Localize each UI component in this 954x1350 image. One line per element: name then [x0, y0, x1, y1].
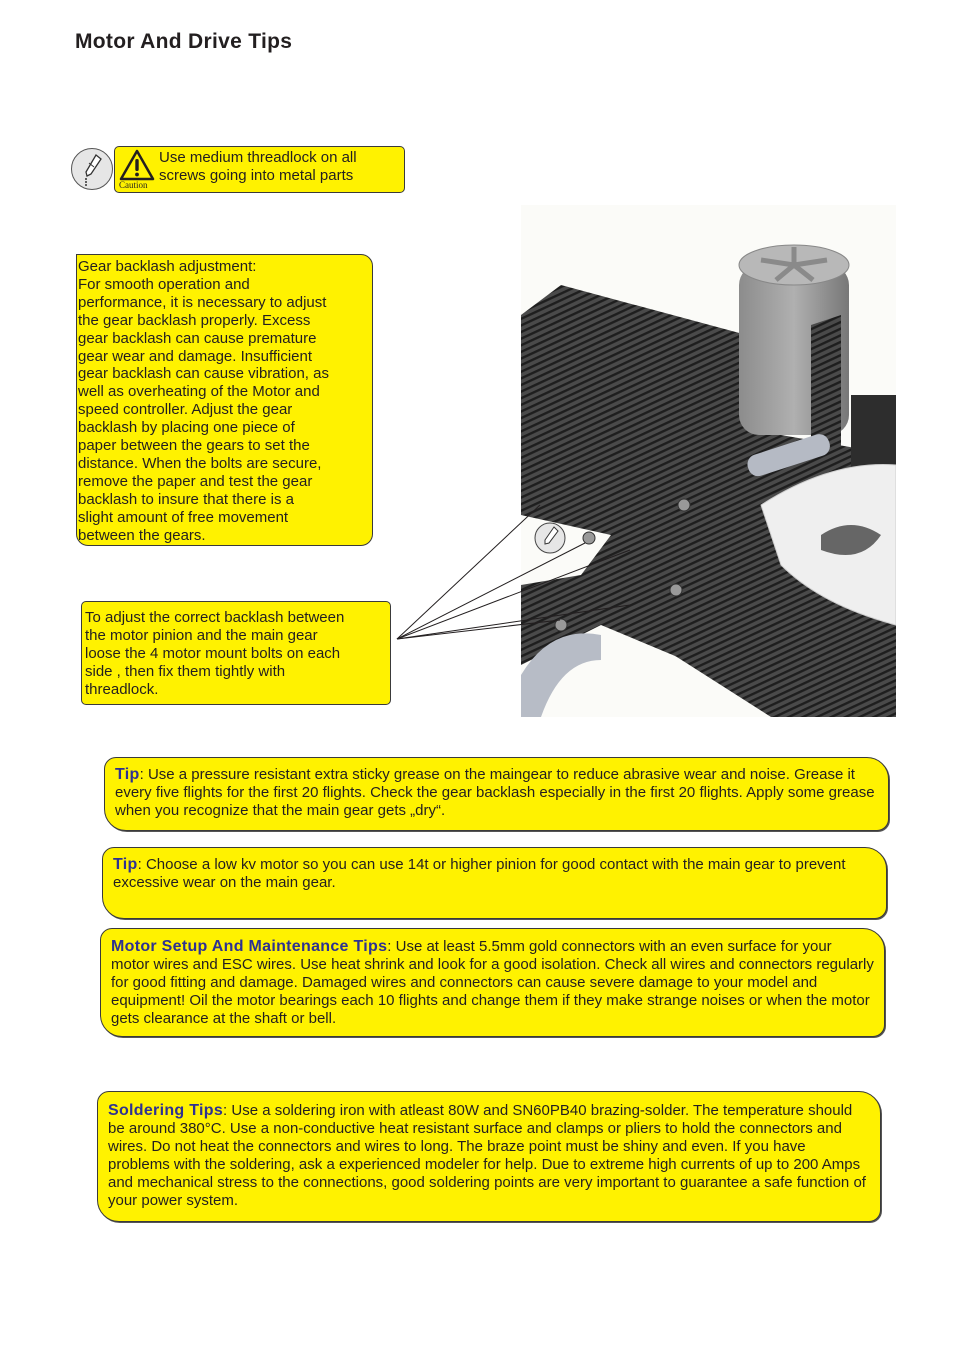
motor-mount-bolts-note	[81, 601, 391, 705]
bolts-line: the motor pinion and the main gear	[85, 626, 318, 644]
tip-text: : Use at least 5.5mm gold connectors with an even surface for your motor wires and ESC wires. Use heat shrink and look for a good isolation. Check all wires and connectors regularly for good fitting and damage. Damaged wires and connectors can cause severe damage to your model and equipment! Oil the motor bearings each 10 flights and change them if they make strange noises or when the motor gets clearance at the shaft or bell.	[111, 938, 874, 1027]
gear-backlash-note	[76, 254, 373, 546]
backlash-line: performance, it is necessary to adjust	[78, 293, 327, 311]
threadlock-bottle-icon	[71, 148, 113, 190]
tip-label: Motor Setup And Maintenance Tips	[111, 938, 388, 955]
backlash-line: well as overheating of the Motor and	[78, 383, 320, 401]
backlash-line: remove the paper and test the gear	[78, 472, 313, 490]
caution-text-line-1: Use medium threadlock on all	[159, 149, 357, 166]
backlash-line: gear backlash can cause vibration, as	[78, 365, 329, 383]
bolts-line: side , then fix them tightly with	[85, 662, 286, 680]
backlash-line: For smooth operation and	[78, 275, 250, 293]
backlash-line: between the gears.	[78, 526, 206, 544]
caution-note	[114, 146, 405, 193]
page-title: Motor And Drive Tips	[75, 30, 293, 53]
caution-label: Caution	[119, 180, 148, 190]
backlash-line: slight amount of free movement	[78, 508, 289, 526]
caution-text-line-2: screws going into metal parts	[159, 167, 354, 184]
tip-label: Tip	[113, 856, 138, 873]
warning-triangle-icon	[119, 149, 155, 181]
bolts-line: threadlock.	[85, 680, 159, 698]
backlash-line: backlash by placing one piece of	[78, 419, 295, 437]
tip-label: Tip	[115, 766, 140, 783]
tip-text: : Choose a low kv motor so you can use 14t or higher pinion for good contact with the main gear to prevent excessive wear on the main gear.	[113, 856, 846, 891]
backlash-line: distance. When the bolts are secure,	[78, 454, 322, 472]
bolts-line: To adjust the correct backlash between	[85, 609, 345, 626]
backlash-line: backlash to insure that there is a	[78, 490, 294, 508]
backlash-line: speed controller. Adjust the gear	[78, 401, 293, 419]
backlash-line: Gear backlash adjustment:	[78, 258, 257, 275]
callout-leader-lines	[380, 500, 640, 660]
tip-soldering	[97, 1091, 881, 1222]
tip-low-kv-motor	[102, 847, 887, 919]
backlash-line: gear wear and damage. Insufficient	[78, 347, 313, 365]
tip-text: : Use a pressure resistant extra sticky grease on the maingear to reduce abrasive wear and noise. Grease it every five flights for the first 20 flights. Check the gear backlash especially in the first 20 flights. Apply some grease when you recognize that the main gear gets „dry“.	[115, 766, 875, 819]
backlash-line: the gear backlash properly. Excess	[78, 311, 311, 329]
tip-motor-setup-maintenance	[100, 928, 885, 1037]
backlash-line: gear backlash can cause premature	[78, 329, 317, 347]
tip-grease	[104, 757, 889, 831]
tip-label: Soldering Tips	[108, 1102, 224, 1119]
backlash-line: paper between the gears to set the	[78, 437, 310, 455]
bolts-line: loose the 4 motor mount bolts on each	[85, 644, 341, 662]
tip-text: : Use a soldering iron with atleast 80W and SN60PB40 brazing-solder. The temperature should be around 380°C. Use a non-conductive heat resistant surface and clamps or pliers to hold the connectors and wires. Do not heat the connectors and wires to long. The braze point must be shiny and even. If you have problems with the soldering, ask a experienced modeler for help. Due to extreme high currents of up to 200 Amps and mechanical stress to the connections, good soldering points are very important to guarantee a safe function of your power system.	[108, 1102, 866, 1209]
